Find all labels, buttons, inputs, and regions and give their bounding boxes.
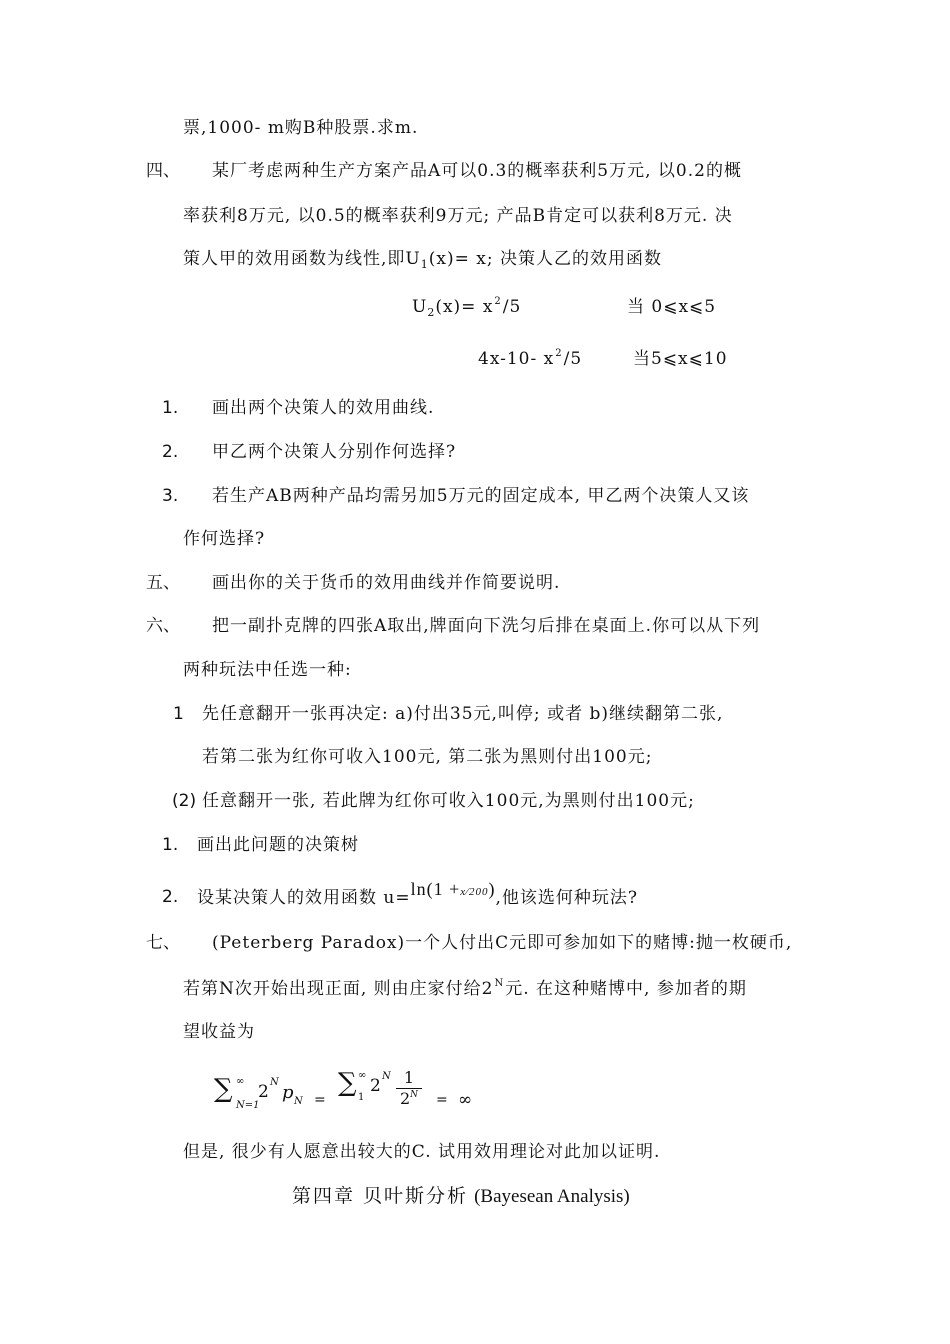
question-label: 六、 bbox=[146, 616, 180, 636]
equals-sign: = bbox=[314, 1092, 326, 1108]
item-number: 2. bbox=[162, 887, 179, 907]
text-line bbox=[183, 978, 747, 1003]
question-label: 七、 bbox=[146, 933, 180, 953]
question-label: 四、 bbox=[146, 161, 180, 181]
text-span: 2 bbox=[399, 1089, 411, 1108]
subscript: N=1 bbox=[236, 1100, 260, 1111]
text-span: ) bbox=[488, 879, 496, 899]
option-text: 先任意翻开一张再决定: a)付出35元,叫停; 或者 b)继续翻第二张, bbox=[202, 704, 724, 724]
text-line: (Peterberg Paradox)一个人付出C元即可参加如下的赌博:抛一枚硬币, bbox=[212, 933, 793, 953]
text-line: 画出你的关于货币的效用曲线并作简要说明. bbox=[212, 573, 561, 593]
item-text: 画出此问题的决策树 bbox=[197, 835, 359, 855]
fraction bbox=[396, 1068, 422, 1112]
item-text: 甲乙两个决策人分别作何选择? bbox=[212, 442, 457, 462]
superscript: ∞ bbox=[236, 1076, 245, 1087]
option-number: (2) bbox=[172, 791, 197, 811]
fraction-numerator: 1 bbox=[396, 1068, 422, 1089]
superscript: ∞ bbox=[358, 1070, 367, 1081]
text-line bbox=[183, 248, 662, 272]
infinity-symbol: ∞ bbox=[458, 1090, 473, 1110]
item-text bbox=[197, 879, 639, 911]
item-text-cont: 作何选择? bbox=[183, 529, 266, 549]
inline-fraction: x⁄200 bbox=[460, 886, 489, 898]
text-span: ,他该选何种玩法? bbox=[495, 888, 639, 908]
text-span: 元. 在这种赌博中, 参加者的期 bbox=[505, 979, 747, 999]
text-span: 2 bbox=[370, 1076, 381, 1096]
text-span: ln(1 + bbox=[410, 879, 461, 899]
superscript: 2 bbox=[555, 348, 563, 359]
question-label: 五、 bbox=[146, 573, 180, 593]
text-span: /5 bbox=[563, 349, 583, 369]
chapter-heading bbox=[292, 1184, 630, 1209]
superscript: N bbox=[410, 1090, 419, 1100]
subscript: N bbox=[294, 1096, 303, 1107]
text-span: U bbox=[412, 297, 428, 317]
equals-sign: = bbox=[436, 1092, 448, 1108]
utility-formula-u2 bbox=[412, 296, 521, 321]
text-line: 率获利8万元, 以0.5的概率获利9万元; 产品B肯定可以获利8万元. 决 bbox=[183, 206, 733, 226]
superscript: N bbox=[270, 1077, 279, 1088]
formula-condition: 当5⩽x⩽10 bbox=[633, 349, 728, 369]
item-text: 画出两个决策人的效用曲线. bbox=[212, 398, 435, 418]
text-span: (x)= x bbox=[435, 297, 494, 317]
heading-cn: 第四章 贝叶斯分析 bbox=[292, 1185, 469, 1207]
option-number: 1 bbox=[173, 704, 184, 724]
item-number: 2. bbox=[162, 442, 179, 462]
text-span: p bbox=[282, 1082, 294, 1103]
text-span: 设某决策人的效用函数 u= bbox=[197, 888, 411, 908]
utility-formula-u2-piece2 bbox=[478, 348, 582, 373]
text-line: 票,1000- m购B种股票.求m. bbox=[183, 118, 419, 138]
text-span: 4x-10- x bbox=[478, 349, 555, 369]
option-text: 任意翻开一张, 若此牌为红你可收入100元,为黑则付出100元; bbox=[202, 791, 695, 811]
text-line: 但是, 很少有人愿意出较大的C. 试用效用理论对此加以证明. bbox=[183, 1142, 661, 1162]
item-text: 若生产AB两种产品均需另加5万元的固定成本, 甲乙两个决策人又该 bbox=[212, 486, 750, 506]
item-number: 1. bbox=[162, 398, 179, 418]
subscript: 1 bbox=[358, 1092, 365, 1103]
superscript: N bbox=[382, 1071, 391, 1082]
text-span: /5 bbox=[502, 297, 522, 317]
text-line: 望收益为 bbox=[183, 1022, 255, 1042]
fraction-denominator bbox=[396, 1089, 422, 1112]
utility-formula-ln bbox=[411, 879, 496, 899]
text-span: 策人甲的效用函数为线性,即U bbox=[183, 249, 421, 269]
item-number: 3. bbox=[162, 486, 179, 506]
sigma-symbol: ∑ bbox=[338, 1068, 357, 1098]
superscript: N bbox=[494, 978, 505, 989]
item-number: 1. bbox=[162, 835, 179, 855]
text-line: 把一副扑克牌的四张A取出,牌面向下洗匀后排在桌面上.你可以从下列 bbox=[212, 616, 761, 636]
formula-condition: 当 0⩽x⩽5 bbox=[627, 297, 717, 317]
text-span: 2 bbox=[258, 1082, 269, 1102]
text-line: 某厂考虑两种生产方案产品A可以0.3的概率获利5万元, 以0.2的概 bbox=[212, 161, 742, 181]
subscript: 2 bbox=[427, 306, 436, 319]
heading-en: (Bayesean Analysis) bbox=[474, 1186, 630, 1207]
text-span: 若第N次开始出现正面, 则由庄家付给2 bbox=[183, 979, 494, 999]
superscript: 2 bbox=[494, 296, 502, 307]
subscript: 1 bbox=[420, 258, 429, 271]
text-span: (x)= x; 决策人乙的效用函数 bbox=[428, 249, 662, 269]
option-text: 若第二张为红你可收入100元, 第二张为黑则付出100元; bbox=[202, 747, 653, 767]
sigma-symbol: ∑ bbox=[214, 1074, 233, 1104]
text-line: 两种玩法中任选一种: bbox=[183, 660, 352, 680]
